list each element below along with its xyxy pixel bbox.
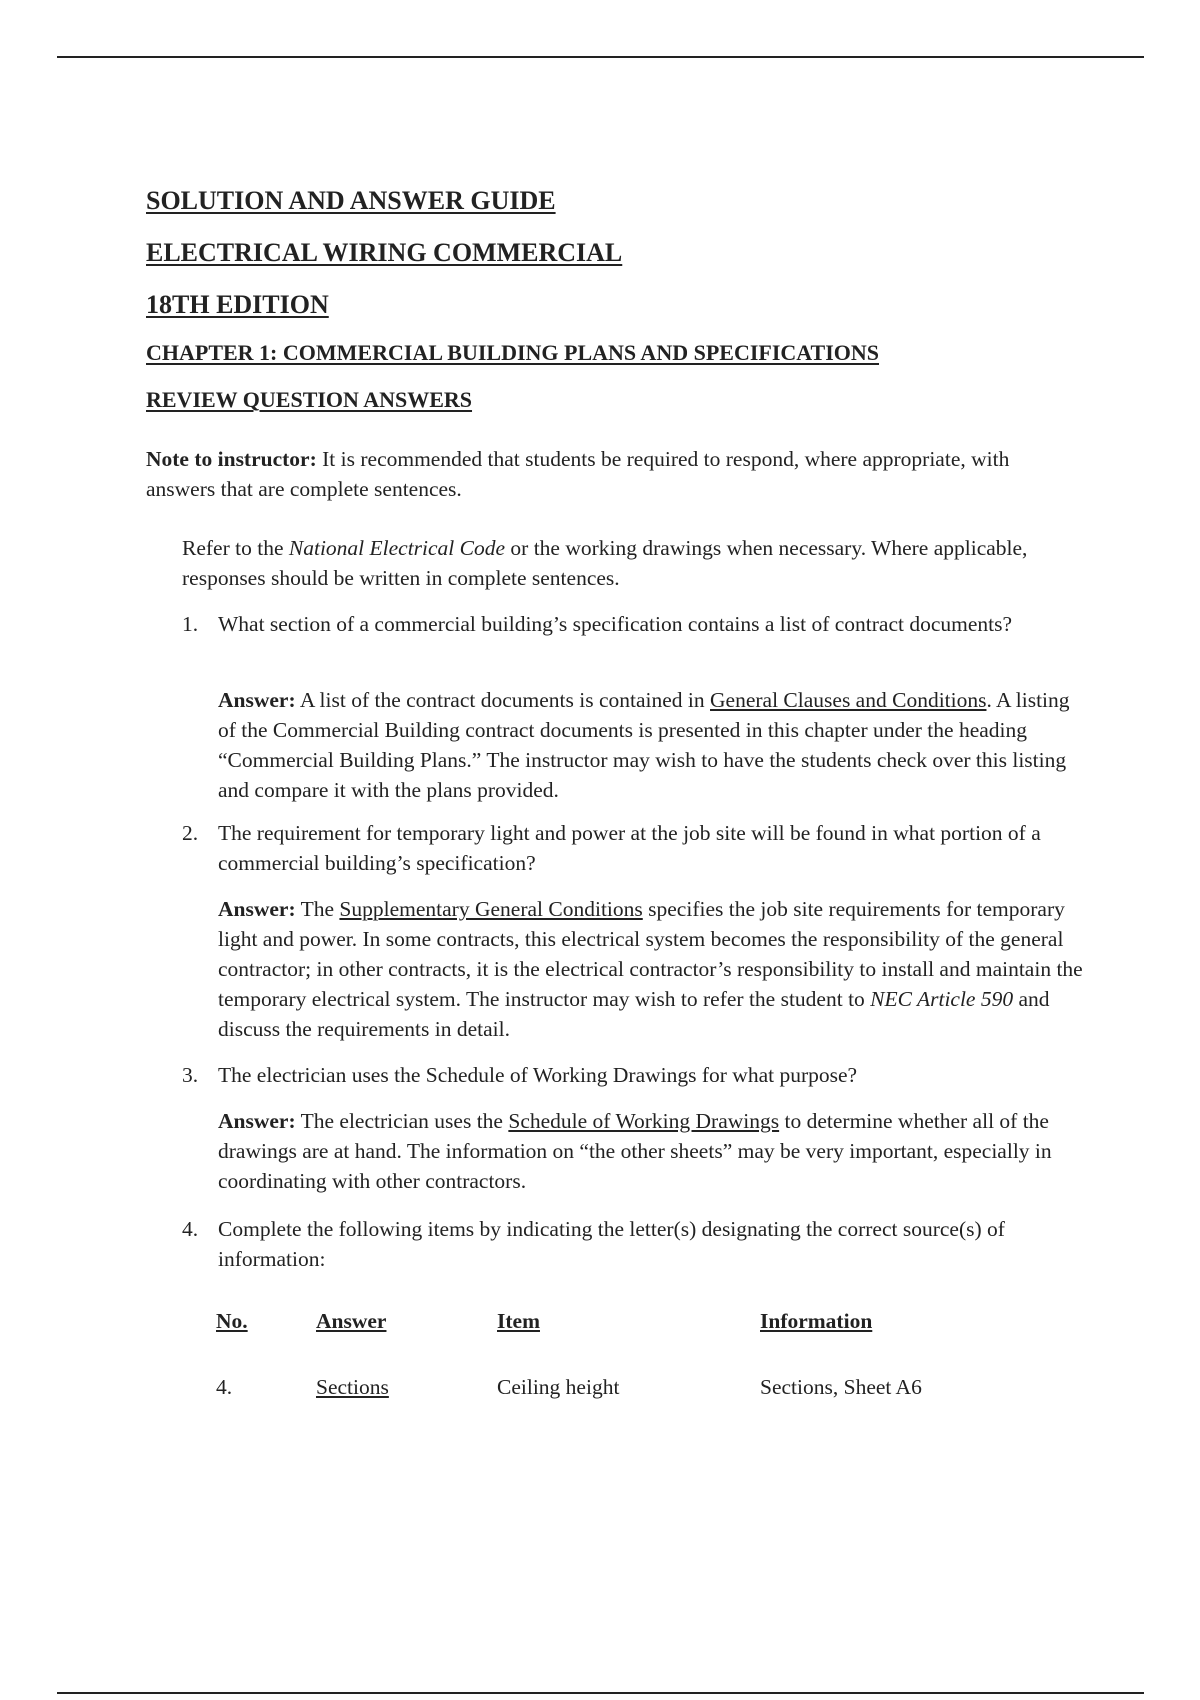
answer-1 bbox=[218, 685, 1088, 805]
table-row-no: 4. bbox=[216, 1375, 233, 1399]
intro-paragraph bbox=[182, 533, 1062, 593]
note-text: It is recommended that students be required to respond, where appropriate, with answers that are complete sentences. bbox=[146, 447, 1010, 501]
answer-1-key-term: General Clauses and Conditions bbox=[710, 688, 987, 712]
instructor-note bbox=[146, 444, 1076, 504]
bottom-rule bbox=[57, 1692, 1144, 1694]
question-1-number: 1. bbox=[182, 612, 199, 636]
answer-2-label: Answer: bbox=[218, 897, 296, 921]
table-header-answer: Answer bbox=[316, 1309, 387, 1333]
question-3-text: The electrician uses the Schedule of Working Drawings for what purpose? bbox=[218, 1063, 858, 1087]
answer-2 bbox=[218, 894, 1088, 1044]
answer-1-label: Answer: bbox=[218, 688, 296, 712]
chapter-title: CHAPTER 1: COMMERCIAL BUILDING PLANS AND SPECIFICATIONS bbox=[146, 340, 880, 365]
question-2-number: 2. bbox=[182, 821, 199, 845]
table-row-item: Ceiling height bbox=[497, 1375, 620, 1399]
answer-3-key-term: Schedule of Working Drawings bbox=[508, 1109, 780, 1133]
answer-1-text-end: . A listing of the Commercial Building contract documents is presented in this chapter under the heading “Commercial Building Plans.” The instructor may wish to have the students check over this listing and compare it with the plans provided. bbox=[218, 688, 1070, 802]
answer-2-text-middle: specifies the job site requirements for temporary light and power. In some contracts, this electrical system becomes the responsibility of the general contractor; in other contracts, it is the electrical contractor’s responsibility to install and maintain the temporary electrical system. The instructor may wish to refer the student to bbox=[218, 897, 1083, 1011]
answer-3 bbox=[218, 1106, 1088, 1196]
question-3-number: 3. bbox=[182, 1063, 199, 1087]
table-row-information: Sections, Sheet A6 bbox=[760, 1375, 922, 1399]
intro-text-end: or the working drawings when necessary. Where applicable, responses should be written in complete sentences. bbox=[182, 536, 1028, 590]
answer-3-label: Answer: bbox=[218, 1109, 296, 1133]
question-2-text: The requirement for temporary light and power at the job site will be found in what portion of a commercial building’s specification? bbox=[218, 821, 1041, 875]
guide-title: SOLUTION AND ANSWER GUIDE bbox=[146, 186, 556, 215]
answer-3-text-start: The electrician uses the bbox=[295, 1109, 509, 1133]
edition-title: 18TH EDITION bbox=[146, 290, 329, 319]
question-1-text: What section of a commercial building’s specification contains a list of contract documents? bbox=[218, 612, 1013, 636]
question-4-text: Complete the following items by indicating the letter(s) designating the correct source(s) of information: bbox=[218, 1217, 1005, 1271]
table-row-answer: Sections bbox=[316, 1375, 389, 1399]
answer-3-text-end: to determine whether all of the drawings are at hand. The information on “the other sheets” may be very important, especially in coordinating with other contractors. bbox=[218, 1109, 1052, 1193]
note-label: Note to instructor: bbox=[146, 447, 317, 471]
table-header-no: No. bbox=[216, 1309, 248, 1333]
section-title: REVIEW QUESTION ANSWERS bbox=[146, 387, 473, 412]
table-header-item: Item bbox=[497, 1309, 540, 1333]
intro-code-name: National Electrical Code bbox=[288, 536, 506, 560]
answer-2-key-term: Supplementary General Conditions bbox=[339, 897, 643, 921]
intro-text-start: Refer to the bbox=[182, 536, 289, 560]
answer-2-text-start: The bbox=[295, 897, 340, 921]
table-header-information: Information bbox=[760, 1309, 873, 1333]
answer-1-text-start: A list of the contract documents is contained in bbox=[295, 688, 711, 712]
question-4-number: 4. bbox=[182, 1217, 199, 1241]
answer-2-nec-reference: NEC Article 590 bbox=[870, 987, 1014, 1011]
top-rule bbox=[57, 56, 1144, 58]
answer-2-text-end: and discuss the requirements in detail. bbox=[218, 987, 1050, 1041]
book-title: ELECTRICAL WIRING COMMERCIAL bbox=[146, 238, 623, 267]
